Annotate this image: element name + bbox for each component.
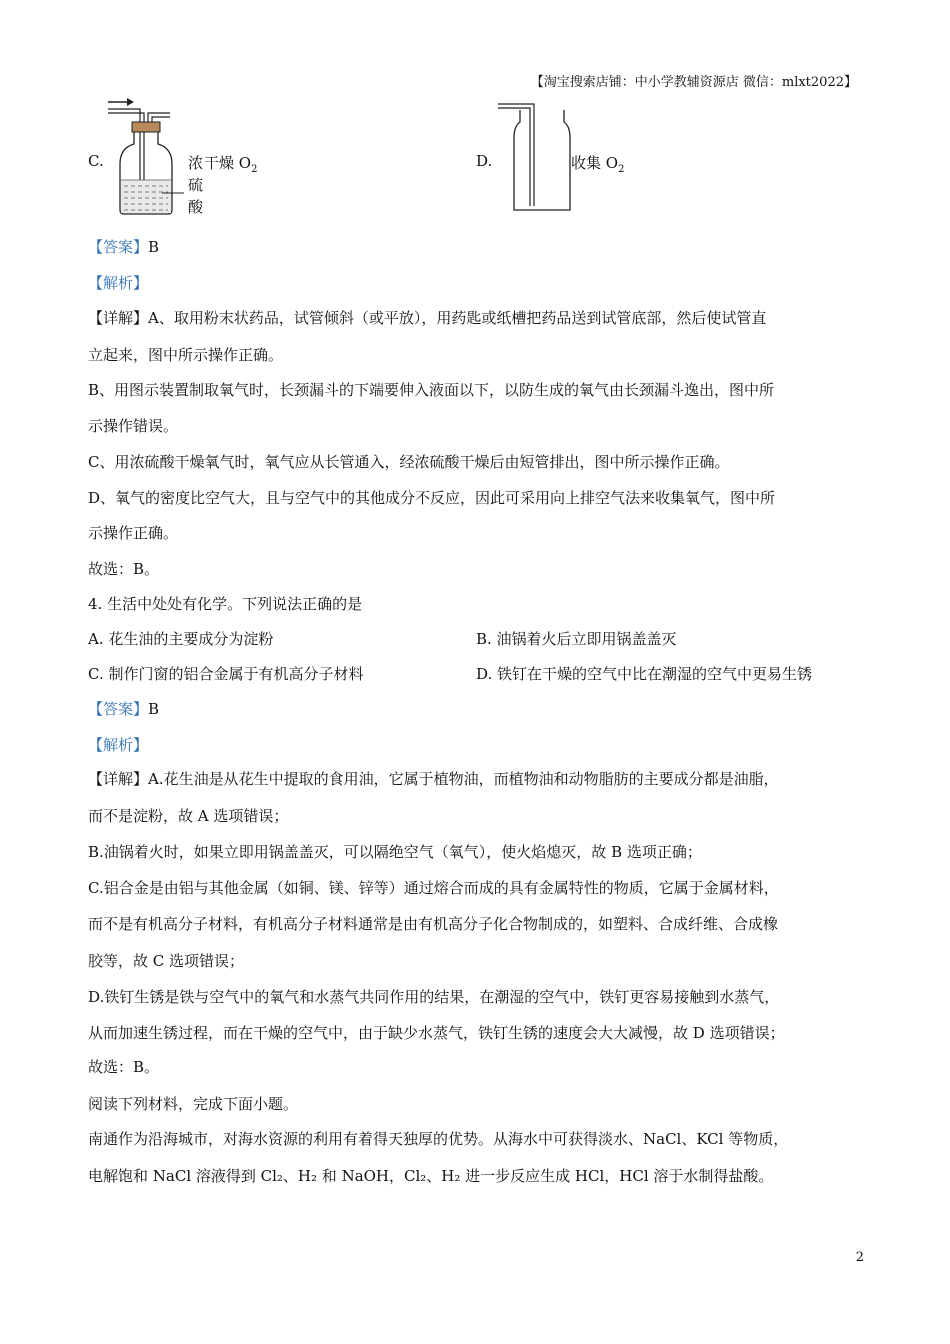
q4-detail-line: D.铁钉生锈是铁与空气中的氧气和水蒸气共同作用的结果，在潮湿的空气中，铁钉更容易接触到水蒸气， xyxy=(88,988,780,1006)
q3-detail-line: 示操作错误。 xyxy=(88,417,179,435)
page-header: 【淘宝搜索店铺：中小学教辅资源店 微信：mlxt2022】 xyxy=(530,75,857,90)
q4-detail-line: 胶等，故 C 选项错误； xyxy=(88,952,245,970)
reading-paragraph-line: 电解饱和 NaCl 溶液得到 Cl₂、H₂ 和 NaOH，Cl₂、H₂ 进一步反应生成 HCl，HCl 溶于水制得盐酸。 xyxy=(88,1167,774,1185)
figure-d-caption: 收集 $O_2$ xyxy=(571,154,625,175)
label-liu: 硫 xyxy=(188,176,204,194)
option-d-letter: D. xyxy=(476,152,493,170)
q4-stem: 4. 生活中处处有化学。下列说法正确的是 xyxy=(88,595,363,613)
q4-detail-line: B.油锅着火时，如果立即用锅盖盖灭，可以隔绝空气（氧气），使火焰熄灭，故 B 选项正确； xyxy=(88,843,702,861)
gas-jar-figure xyxy=(494,100,574,218)
q4-option-c: C. 制作门窗的铝合金属于有机高分子材料 xyxy=(88,665,364,683)
q4-detail-line: 而不是有机高分子材料，有机高分子材料通常是由有机高分子化合物制成的，如塑料、合成纤维、合成橡 xyxy=(88,915,779,933)
gas-washing-bottle-figure xyxy=(100,96,190,220)
q3-detail-line: C、用浓硫酸干燥氧气时，氧气应从长管通入，经浓硫酸干燥后由短管排出，图中所示操作正确。 xyxy=(88,453,730,471)
option-c-letter: C. xyxy=(88,152,104,170)
page-number: 2 xyxy=(855,1250,864,1265)
reading-paragraph-line: 南通作为沿海城市，对海水资源的利用有着得天独厚的优势。从海水中可获得淡水、NaCl、KCl 等物质， xyxy=(88,1130,789,1148)
q4-detail-line: 【详解】A.花生油是从花生中提取的食用油，它属于植物油，而植物油和动物脂肪的主要成分都是油脂， xyxy=(88,770,779,788)
q4-detail-line: 而不是淀粉，故 A 选项错误； xyxy=(88,807,289,825)
q3-conclusion: 故选：B。 xyxy=(88,560,160,578)
label-nong: 浓 xyxy=(188,154,204,172)
q4-option-d: D. 铁钉在干燥的空气中比在潮湿的空气中更易生锈 xyxy=(476,665,813,683)
q4-detail-line: C.铝合金是由铝与其他金属（如铜、镁、锌等）通过熔合而成的具有金属特性的物质，它属于金属材料， xyxy=(88,879,779,897)
q4-detail-line: 从而加速生锈过程，而在干燥的空气中，由于缺少水蒸气，铁钉生锈的速度会大大减慢，故 D 选项错误； xyxy=(88,1024,785,1042)
q3-analysis-tag: 【解析】 xyxy=(88,274,149,292)
q4-conclusion: 故选：B。 xyxy=(88,1058,160,1076)
q3-detail-line: 【详解】A、取用粉末状药品，试管倾斜（或平放），用药匙或纸槽把药品送到试管底部，然后使试管直 xyxy=(88,309,767,327)
q3-detail-line: 示操作正确。 xyxy=(88,524,179,542)
q4-analysis-tag: 【解析】 xyxy=(88,736,149,754)
figure-c-caption: 干燥 $O_2$ xyxy=(204,154,258,175)
q3-detail-line: D、氧气的密度比空气大，且与空气中的其他成分不反应，因此可采用向上排空气法来收集氧气，图中所 xyxy=(88,489,776,507)
q4-answer: 【答案】B xyxy=(88,700,160,718)
reading-intro: 阅读下列材料，完成下面小题。 xyxy=(88,1095,299,1113)
q3-detail-line: 立起来，图中所示操作正确。 xyxy=(88,346,284,364)
q3-answer: 【答案】B xyxy=(88,238,160,256)
q4-option-a: A. 花生油的主要成分为淀粉 xyxy=(88,630,274,648)
q3-detail-line: B、用图示装置制取氧气时，长颈漏斗的下端要伸入液面以下，以防生成的氧气由长颈漏斗逸出，图中所 xyxy=(88,381,775,399)
q4-option-b: B. 油锅着火后立即用锅盖盖灭 xyxy=(476,630,677,648)
label-suan: 酸 xyxy=(188,198,204,216)
